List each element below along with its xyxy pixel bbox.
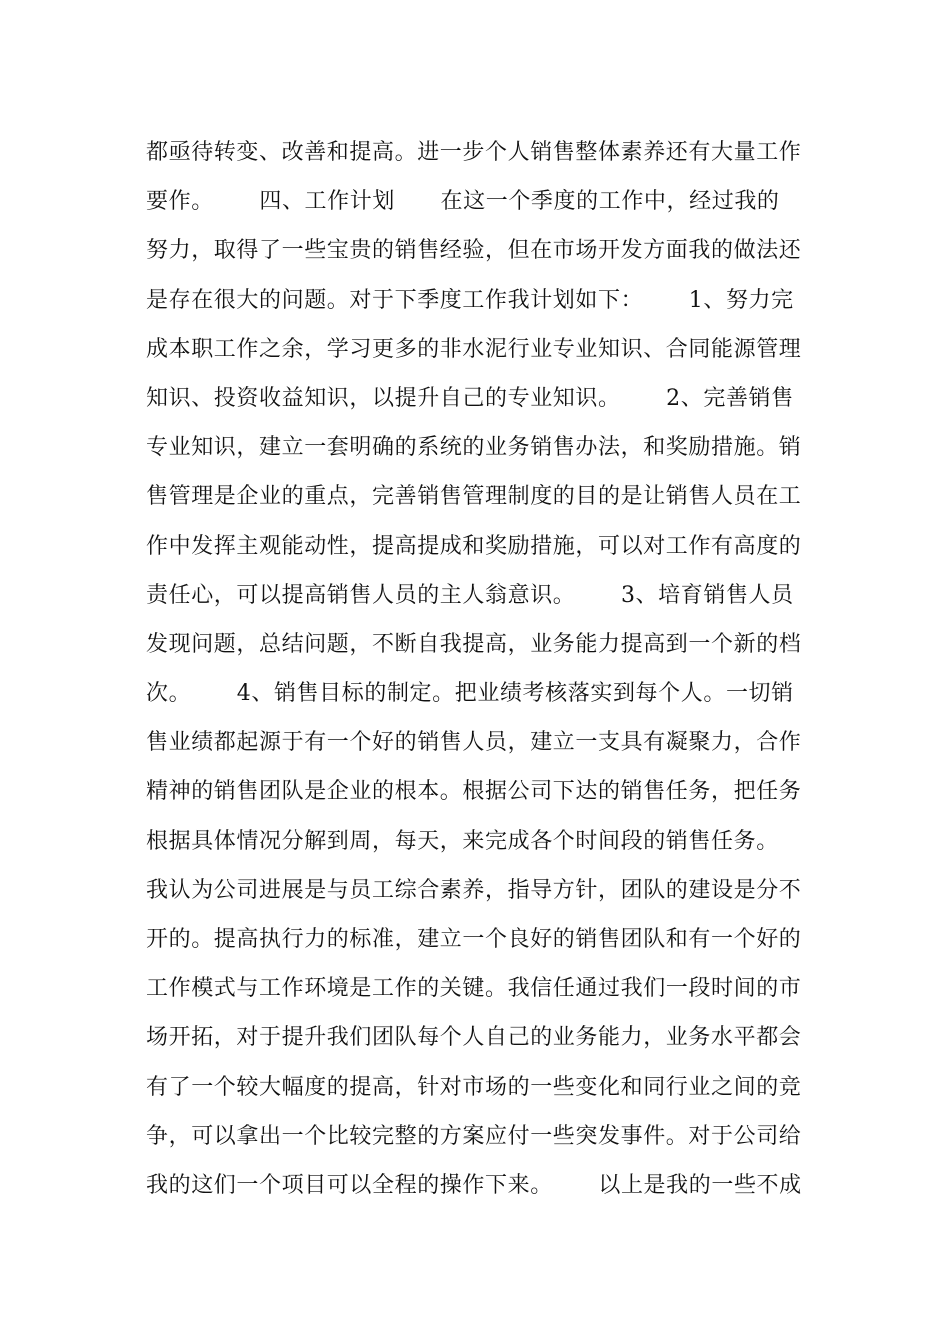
- body-text: [146, 128, 816, 1210]
- text-line: 售业绩都起源于有一个好的销售人员，建立一支具有凝聚力，合作: [146, 730, 802, 756]
- text-line: 售管理是企业的重点，完善销售管理制度的目的是让销售人员在工: [146, 484, 802, 510]
- text-line: 争，可以拿出一个比较完整的方案应付一些突发事件。对于公司给: [146, 1123, 802, 1149]
- text-line: 努力，取得了一些宝贵的销售经验，但在市场开发方面我的做法还: [146, 238, 802, 264]
- text-line: 是存在很大的问题。对于下季度工作我计划如下： 1、努力完: [146, 287, 794, 313]
- text-line: 责任心，可以提高销售人员的主人翁意识。 3、培育销售人员: [146, 582, 794, 608]
- text-line: 要作。 四、工作计划 在这一个季度的工作中，经过我的: [146, 189, 780, 215]
- text-line: 成本职工作之余，学习更多的非水泥行业专业知识、合同能源管理: [146, 336, 802, 362]
- text-line: 我的这们一个项目可以全程的操作下来。 以上是我的一些不成: [146, 1172, 802, 1198]
- text-line: 次。 4、销售目标的制定。把业绩考核落实到每个人。一切销: [146, 681, 794, 707]
- text-line: 专业知识，建立一套明确的系统的业务销售办法，和奖励措施。销: [146, 435, 802, 461]
- text-line: 有了一个较大幅度的提高，针对市场的一些变化和同行业之间的竞: [146, 1074, 802, 1100]
- text-line: 开的。提高执行力的标准，建立一个良好的销售团队和有一个好的: [146, 927, 802, 952]
- text-line: 都亟待转变、改善和提高。进一步个人销售整体素养还有大量工作: [146, 140, 802, 165]
- text-line: 作中发挥主观能动性，提高提成和奖励措施，可以对工作有高度的: [146, 533, 802, 559]
- text-line: 根据具体情况分解到周，每天，来完成各个时间段的销售任务。: [146, 828, 779, 854]
- text-line: 知识、投资收益知识，以提升自己的专业知识。 2、完善销售: [146, 385, 794, 411]
- text-line: 精神的销售团队是企业的根本。根据公司下达的销售任务，把任务: [146, 779, 802, 805]
- text-line: 场开拓，对于提升我们团队每个人自己的业务能力，业务水平都会: [146, 1025, 802, 1051]
- text-line: 我认为公司进展是与员工综合素养，指导方针，团队的建设是分不: [146, 877, 802, 903]
- text-line: 工作模式与工作环境是工作的关键。我信任通过我们一段时间的市: [146, 976, 802, 1002]
- text-line: 发现问题，总结问题，不断自我提高，业务能力提高到一个新的档: [146, 631, 802, 657]
